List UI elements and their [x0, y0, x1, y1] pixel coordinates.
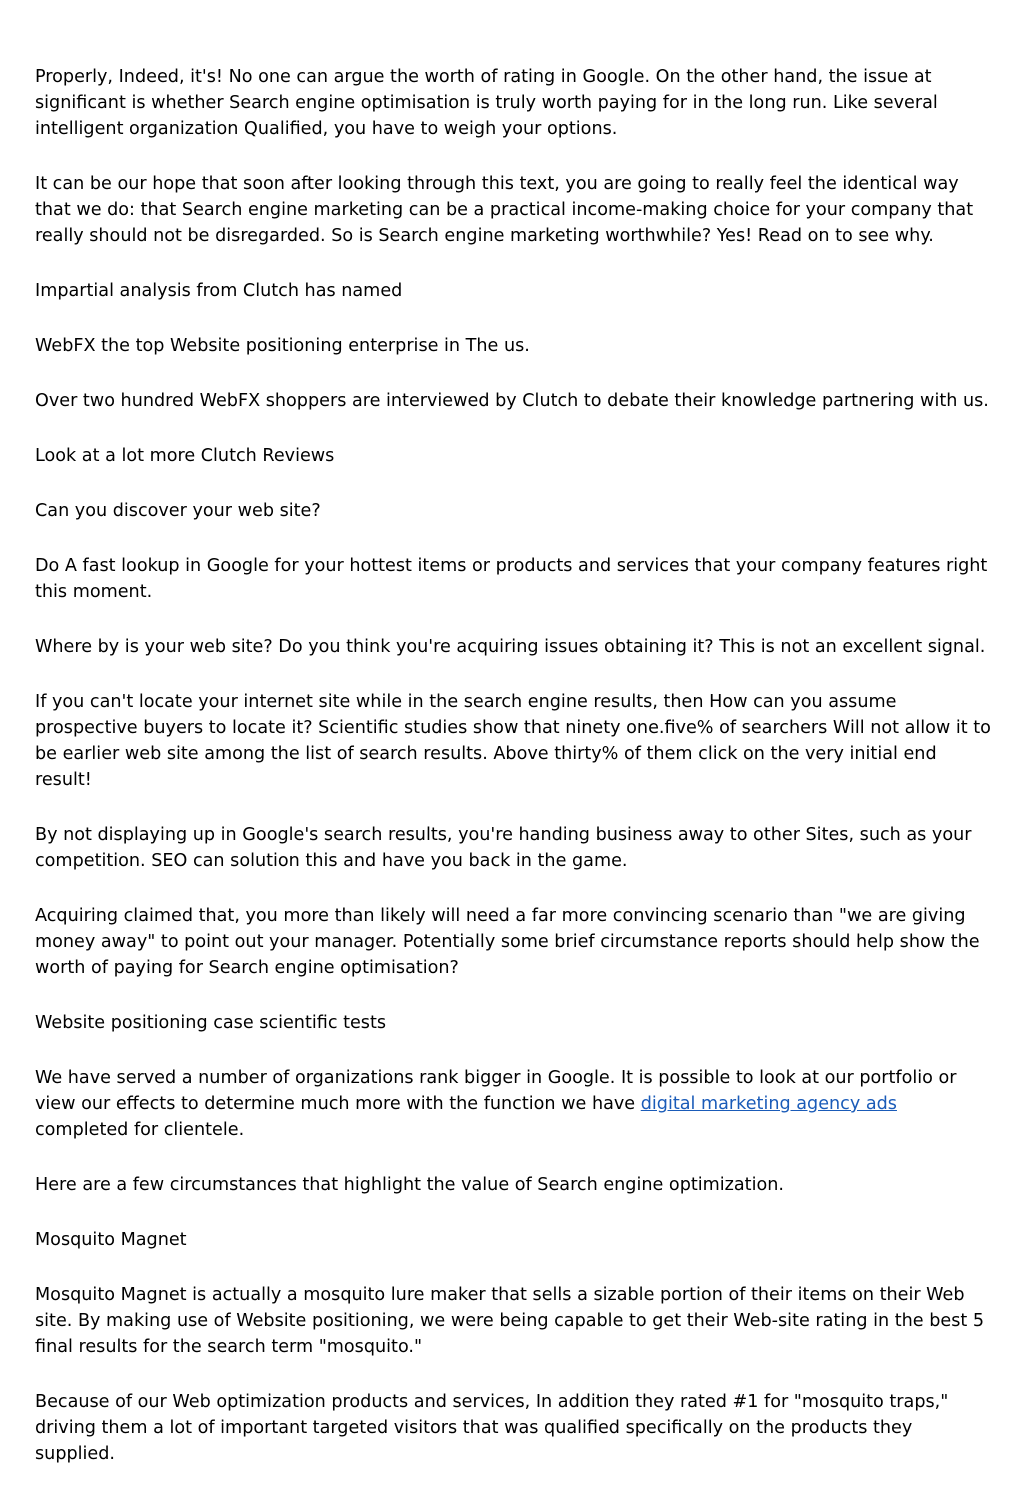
- paragraph-clutch-analysis: Impartial analysis from Clutch has named: [35, 281, 403, 301]
- paragraph-mosquito-heading: Mosquito Magnet: [35, 1230, 187, 1250]
- paragraph-where-site: Where by is your web site? Do you think you're acquiring issues obtaining it? This is not an excellent signal.: [35, 637, 986, 657]
- paragraph-mosquito-description: Mosquito Magnet is actually a mosquito lure maker that sells a sizable portion of their items on their Web site. By making use of Website positioning, we were being capable to get their Web-site rating in the best 5 final results for the search term "mosquito.": [35, 1285, 985, 1357]
- paragraph-case-tests: Website positioning case scientific tests: [35, 1013, 387, 1033]
- paragraph-not-displaying: By not displaying up in Google's search results, you're handing business away to other Sites, such as your competition. SEO can solution this and have you back in the game.: [35, 825, 972, 871]
- paragraph-mosquito-traps: Because of our Web optimization products and services, In addition they rated #1 for "mosquito traps," driving them a lot of important targeted visitors that was qualified specifically on the products they supplied.: [35, 1392, 949, 1464]
- digital-marketing-agency-link[interactable]: digital marketing agency ads: [640, 1094, 897, 1114]
- paragraph-clutch-reviews: Look at a lot more Clutch Reviews: [35, 446, 335, 466]
- paragraph-portfolio: [35, 1065, 995, 1143]
- paragraph-shoppers-interviewed: Over two hundred WebFX shoppers are interviewed by Clutch to debate their knowledge partnering with us.: [35, 391, 989, 411]
- document-body: [35, 64, 995, 1496]
- paragraph-hope: It can be our hope that soon after looking through this text, you are going to really feel the identical way that we do: that Search engine marketing can be a practical income-making choice for your company that really should not be disregarded. So is Search engine marketing worthwhile? Yes! Read on to see why.: [35, 174, 974, 246]
- paragraph-convincing-scenario: Acquiring claimed that, you more than likely will need a far more convincing scenario than "we are giving money away" to point out your manager. Potentially some brief circumstance reports should help show the worth of paying for Search engine optimisation?: [35, 906, 980, 978]
- paragraph-locate-site: If you can't locate your internet site while in the search engine results, then How can you assume prospective buyers to locate it? Scientific studies show that ninety one.five% of searchers Will not allow it to be earlier web site among the list of search results. Above thirty% of them click on the very initial end result!: [35, 692, 991, 790]
- portfolio-text-before: We have served a number of organizations rank bigger in Google. It is possible to look at our portfolio or view our effects to determine much more with the function we have: [35, 1068, 957, 1114]
- paragraph-discover-site: Can you discover your web site?: [35, 501, 321, 521]
- portfolio-text-after: completed for clientele.: [35, 1120, 245, 1140]
- paragraph-intro: Properly, Indeed, it's! No one can argue the worth of rating in Google. On the other hand, the issue at significant is whether Search engine optimisation is truly worth paying for in the long run. Like several intelligent organization Qualified, you have to weigh your options.: [35, 67, 938, 139]
- paragraph-circumstances: Here are a few circumstances that highlight the value of Search engine optimization.: [35, 1175, 784, 1195]
- paragraph-fast-lookup: Do A fast lookup in Google for your hottest items or products and services that your company features right this moment.: [35, 556, 988, 602]
- paragraph-webfx-top: WebFX the top Website positioning enterprise in The us.: [35, 336, 530, 356]
